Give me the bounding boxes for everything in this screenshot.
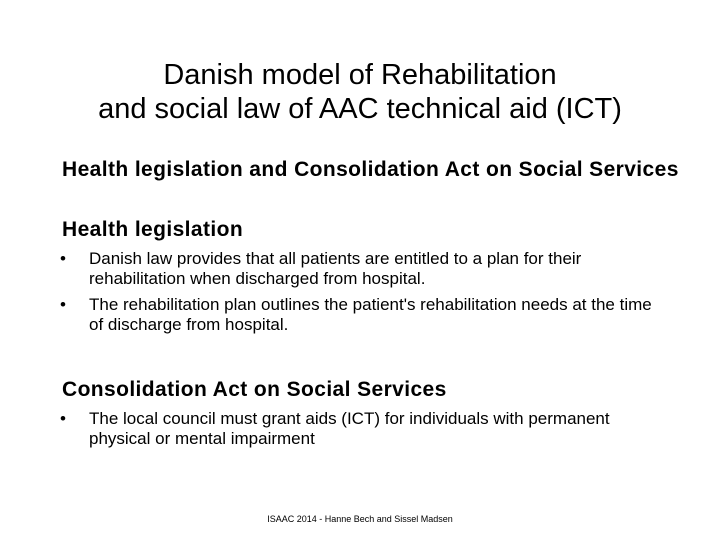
bullet-icon: •: [60, 295, 66, 314]
consolidation-act-heading: Consolidation Act on Social Services: [62, 378, 447, 401]
bullet-item: [60, 295, 660, 335]
bullet-text: The local council must grant aids (ICT) for individuals with permanent physical or mental impairment: [89, 409, 610, 448]
slide-footer: ISAAC 2014 - Hanne Bech and Sissel Madsen: [267, 514, 453, 524]
bullet-icon: •: [60, 409, 66, 428]
slide-title-line-2: and social law of AAC technical aid (ICT): [98, 93, 622, 125]
health-legislation-heading: Health legislation: [62, 218, 244, 241]
bullet-item: [60, 249, 660, 289]
bullet-text: Danish law provides that all patients are entitled to a plan for their rehabilitation when discharged from hospital.: [89, 249, 582, 288]
bullet-item: [60, 409, 660, 449]
slide-title: [40, 58, 680, 126]
slide-title-line-1: Danish model of Rehabilitation: [163, 59, 557, 91]
bullet-icon: •: [60, 249, 66, 268]
consolidation-act-bullets: [60, 409, 660, 455]
bullet-text: The rehabilitation plan outlines the patient's rehabilitation needs at the time of discharge from hospital.: [89, 295, 652, 334]
main-heading: Health legislation and Consolidation Act on Social Services: [62, 158, 679, 181]
health-legislation-bullets: [60, 249, 660, 341]
